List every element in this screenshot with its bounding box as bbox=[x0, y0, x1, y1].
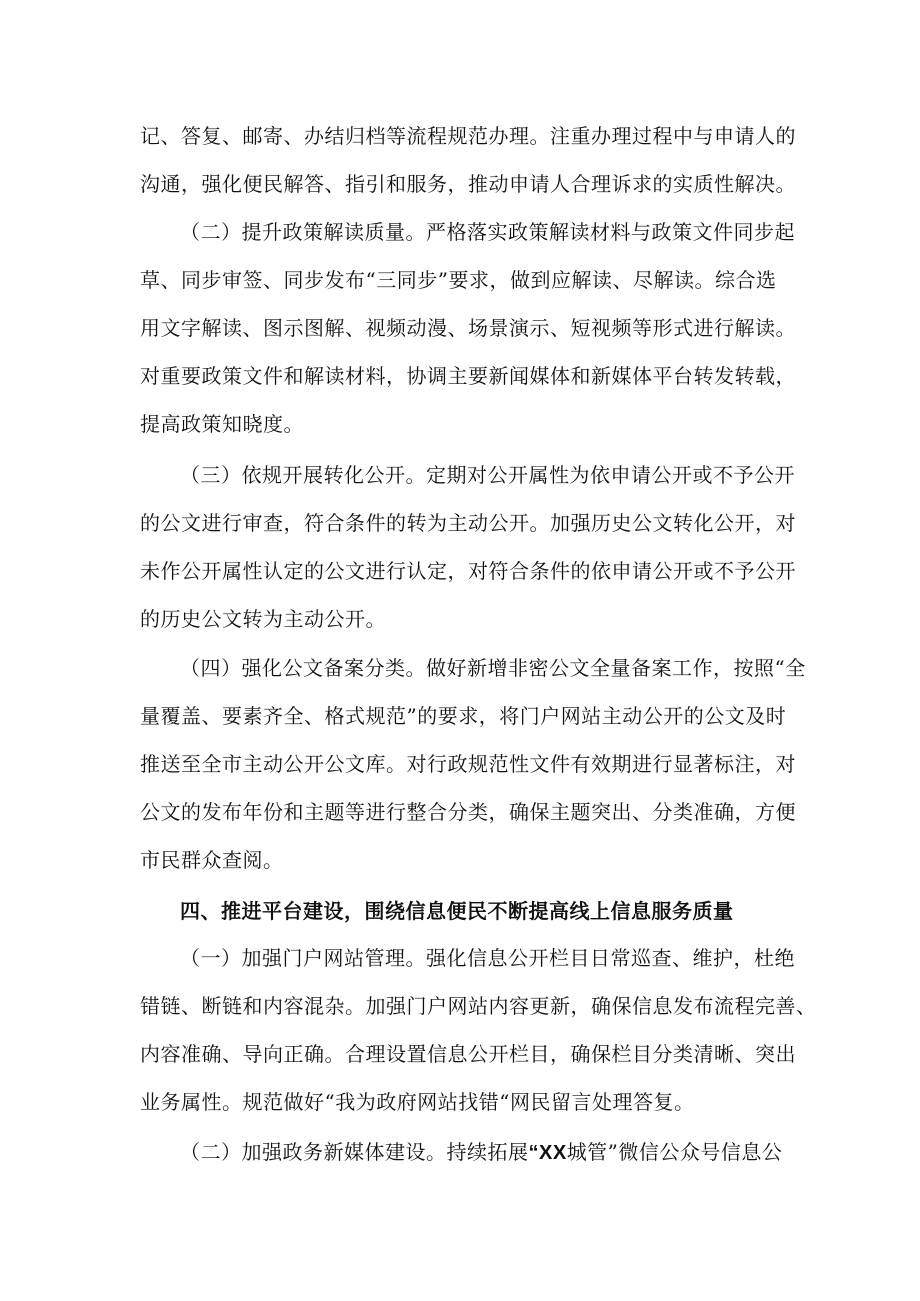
section-heading: 四、推进平台建设，围绕信息便民不断提高线上信息服务质量 bbox=[180, 899, 734, 923]
paragraph-start-line: （四）强化公文备案分类。做好新增非密公文全量备案工作，按照“全 bbox=[180, 656, 806, 680]
body-text-line: 未作公开属性认定的公文进行认定，对符合条件的依申请公开或不予公开 bbox=[140, 559, 796, 583]
body-text-line: 记、答复、邮寄、办结归档等流程规范办理。注重办理过程中与申请人的 bbox=[140, 124, 796, 148]
line-segment: 城管”微信公众号信息公 bbox=[566, 1140, 783, 1164]
body-text-line: 的历史公文转为主动公开。 bbox=[140, 607, 386, 631]
body-text-line: 推送至全市主动公开公文库。对行政规范性文件有效期进行显著标注，对 bbox=[140, 752, 796, 776]
line-segment: （二）加强政务新媒体建设。持续拓展 bbox=[180, 1140, 529, 1164]
bold-segment: “XX bbox=[528, 1142, 567, 1164]
paragraph-start-line: （二）提升政策解读质量。严格落实政策解读材料与政策文件同步起 bbox=[180, 220, 795, 244]
body-text-line: 用文字解读、图示图解、视频动漫、场景演示、短视频等形式进行解读。 bbox=[140, 316, 796, 340]
body-text-line: 公文的发布年份和主题等进行整合分类，确保主题突出、分类准确，方便 bbox=[140, 800, 796, 824]
body-text-line: 业务属性。规范做好“我为政府网站找错“网民留言处理答复。 bbox=[140, 1090, 695, 1114]
body-text-line: 市民群众查阅。 bbox=[140, 848, 284, 872]
body-text-line: 对重要政策文件和解读材料，协调主要新闻媒体和新媒体平台转发转载， bbox=[140, 364, 796, 388]
body-text-line: 内容准确、导向正确。合理设置信息公开栏目，确保栏目分类清晰、突出 bbox=[140, 1042, 796, 1066]
body-text-line: 提高政策知晓度。 bbox=[140, 412, 304, 436]
body-text-line: 草、同步审签、同步发布“三同步”要求，做到应解读、尽解读。综合选 bbox=[140, 268, 777, 292]
paragraph-start-line: （三）依规开展转化公开。定期对公开属性为依申请公开或不予公开 bbox=[180, 463, 795, 487]
paragraph-start-line bbox=[180, 1140, 782, 1165]
body-text-line: 的公文进行审查，符合条件的转为主动公开。加强历史公文转化公开，对 bbox=[140, 511, 796, 535]
body-text-line: 错链、断链和内容混杂。加强门户网站内容更新，确保信息发布流程完善、 bbox=[140, 994, 817, 1018]
body-text-line: 量覆盖、要素齐全、格式规范”的要求，将门户网站主动公开的公文及时 bbox=[140, 704, 787, 728]
body-text-line: 沟通，强化便民解答、指引和服务，推动申请人合理诉求的实质性解决。 bbox=[140, 172, 796, 196]
paragraph-start-line: （一）加强门户网站管理。强化信息公开栏目日常巡查、维护，杜绝 bbox=[180, 946, 795, 970]
